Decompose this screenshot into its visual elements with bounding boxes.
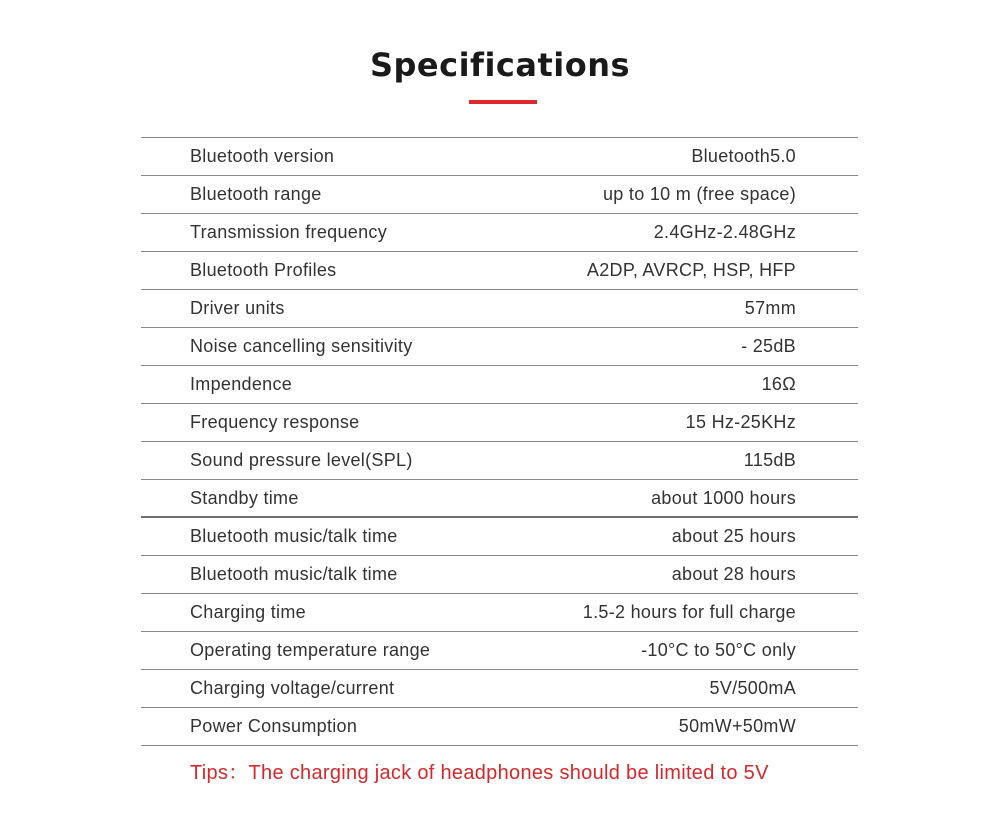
spec-row [141, 708, 858, 746]
spec-row [141, 480, 858, 518]
spec-label: Bluetooth version [190, 146, 335, 166]
spec-label: Standby time [190, 487, 299, 508]
spec-row [141, 404, 858, 442]
spec-value: -10°C to 50°C only [641, 640, 796, 660]
spec-row [141, 176, 858, 214]
spec-value: 16Ω [761, 374, 796, 394]
spec-label: Transmission frequency [190, 222, 388, 242]
spec-label: Noise cancelling sensitivity [190, 336, 413, 356]
spec-label: Impendence [190, 374, 293, 394]
tips-note: Tips：The charging jack of headphones should be limited to 5V [190, 762, 769, 784]
spec-label: Charging time [190, 602, 306, 622]
spec-row [141, 556, 858, 594]
spec-value: 57mm [744, 298, 796, 318]
spec-label: Sound pressure level(SPL) [190, 450, 413, 470]
spec-row [141, 252, 858, 290]
spec-value: 1.5-2 hours for full charge [582, 602, 796, 622]
spec-value: A2DP, AVRCP, HSP, HFP [586, 260, 796, 280]
spec-label: Power Consumption [190, 716, 358, 736]
spec-row [141, 518, 858, 556]
spec-label: Bluetooth music/talk time [190, 564, 398, 584]
spec-value: 2.4GHz-2.48GHz [653, 222, 796, 242]
spec-label: Bluetooth range [190, 184, 322, 204]
page-title: Specifications [369, 46, 631, 84]
spec-value: 115dB [743, 450, 796, 470]
spec-row [141, 594, 858, 632]
spec-row [141, 214, 858, 252]
spec-value: 5V/500mA [709, 678, 796, 698]
spec-label: Bluetooth music/talk time [190, 526, 398, 546]
spec-value: about 1000 hours [651, 487, 796, 508]
spec-value: about 28 hours [671, 564, 796, 584]
spec-value: 15 Hz-25KHz [685, 412, 796, 432]
spec-label: Frequency response [190, 412, 360, 432]
spec-row [141, 138, 858, 176]
title-underline-accent [469, 100, 537, 104]
spec-row [141, 290, 858, 328]
spec-row [141, 366, 858, 404]
spec-row [141, 670, 858, 708]
spec-row [141, 328, 858, 366]
spec-value: about 25 hours [671, 526, 796, 546]
spec-row [141, 632, 858, 670]
spec-label: Operating temperature range [190, 640, 431, 660]
spec-value: - 25dB [741, 336, 796, 356]
spec-value: 50mW+50mW [678, 716, 796, 736]
spec-label: Driver units [190, 298, 285, 318]
spec-value: up to 10 m (free space) [603, 184, 796, 204]
spec-value: Bluetooth5.0 [691, 146, 796, 166]
spec-label: Charging voltage/current [190, 678, 395, 698]
spec-label: Bluetooth Profiles [190, 260, 337, 280]
spec-table [141, 137, 858, 746]
spec-row [141, 442, 858, 480]
